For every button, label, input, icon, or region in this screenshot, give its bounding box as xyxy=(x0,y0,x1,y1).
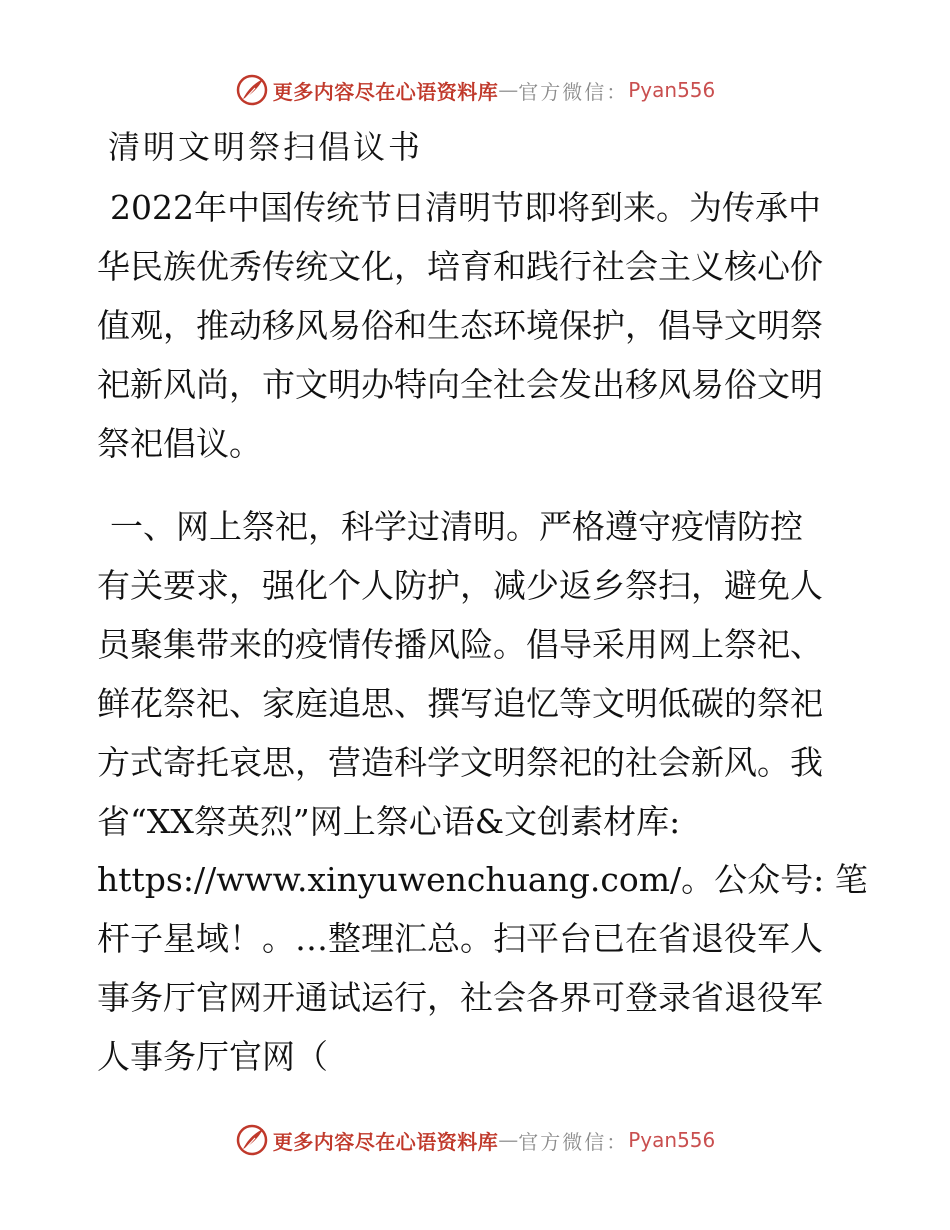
feather-pen-logo-icon xyxy=(235,1123,269,1157)
document-title: 清明文明祭扫倡议书 xyxy=(108,128,424,166)
paragraph-line: 省“XX祭英烈”网上祭心语&文创素材库: xyxy=(97,802,681,841)
paragraph-line: 2022年中国传统节日清明节即将到来。为传承中 xyxy=(110,188,821,227)
paragraph-line: 华民族优秀传统文化，培育和践行社会主义核心价 xyxy=(97,247,823,286)
banner-wechat-label: 官方微信： xyxy=(518,79,629,104)
banner-separator: — xyxy=(498,1128,519,1152)
paragraph-line-url[interactable]: https://www.xinyuwenchuang.com/。公众号: 笔 xyxy=(97,860,868,899)
paragraph-line: 员聚集带来的疫情传播风险。倡导采用网上祭祀、 xyxy=(97,625,823,664)
footer-banner xyxy=(0,1120,950,1160)
paragraph-line: 人事务厅官网（ xyxy=(97,1037,328,1076)
banner-wechat-label: 官方微信： xyxy=(518,1129,629,1154)
paragraph-line: 事务厅官网开通试运行，社会各界可登录省退役军 xyxy=(97,978,823,1017)
banner-separator: — xyxy=(498,78,519,102)
header-banner xyxy=(0,70,950,110)
paragraph-line: 鲜花祭祀、家庭追思、撰写追忆等文明低碳的祭祀 xyxy=(97,684,823,723)
paragraph-line: 杆子星域！。…整理汇总。扫平台已在省退役军人 xyxy=(97,919,823,958)
banner-wechat-id: Pyan556 xyxy=(628,1128,716,1152)
feather-pen-logo-icon xyxy=(235,73,269,107)
paragraph-line: 方式寄托哀思，营造科学文明祭祀的社会新风。我 xyxy=(97,743,823,782)
paragraph-line: 有关要求，强化个人防护，减少返乡祭扫，避免人 xyxy=(97,566,823,605)
banner-brand-text: 更多内容尽在心语资料库 xyxy=(272,1129,499,1154)
paragraph-line: 祀新风尚，市文明办特向全社会发出移风易俗文明 xyxy=(97,365,823,404)
paragraph-line: 一、网上祭祀，科学过清明。严格遵守疫情防控 xyxy=(110,507,803,546)
banner-brand-text: 更多内容尽在心语资料库 xyxy=(272,79,499,104)
paragraph-line: 祭祀倡议。 xyxy=(97,424,262,463)
paragraph-line: 值观，推动移风易俗和生态环境保护，倡导文明祭 xyxy=(97,306,823,345)
banner-wechat-id: Pyan556 xyxy=(628,78,716,102)
